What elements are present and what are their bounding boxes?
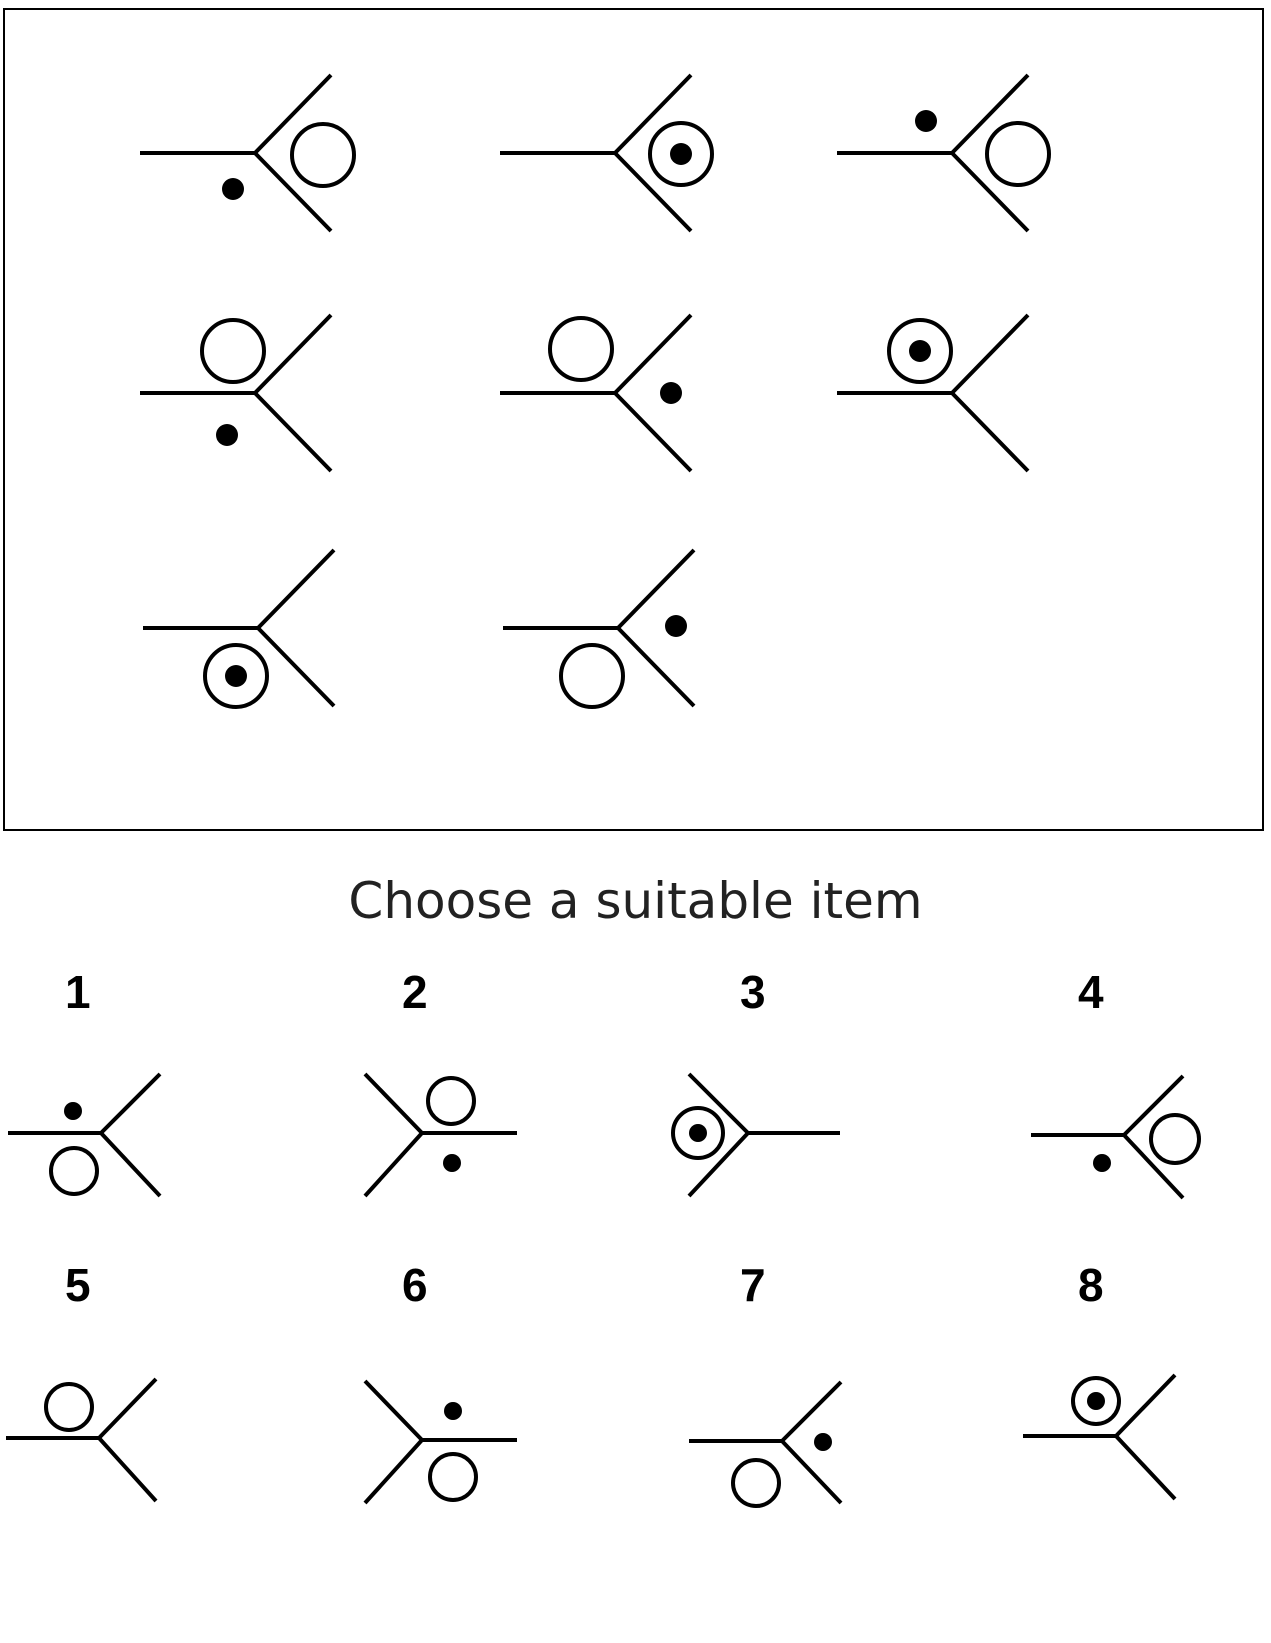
option-5[interactable] xyxy=(3,1363,173,1513)
option-4[interactable] xyxy=(1028,1063,1198,1213)
option-8[interactable] xyxy=(1020,1363,1190,1513)
option-label-3: 3 xyxy=(740,966,766,1018)
option-label-7: 7 xyxy=(740,1259,766,1311)
option-label-5: 5 xyxy=(65,1259,91,1311)
matrix-cell-r2c1 xyxy=(135,305,375,485)
matrix-cell-r3c3-empty xyxy=(832,540,1072,720)
puzzle-matrix xyxy=(3,8,1264,831)
option-2[interactable] xyxy=(362,1063,532,1213)
matrix-cell-r1c2 xyxy=(495,65,735,245)
matrix-cell-r3c1 xyxy=(138,540,378,720)
matrix-cell-r2c3 xyxy=(832,305,1072,485)
prompt-text: Choose a suitable item xyxy=(348,872,923,930)
option-7[interactable] xyxy=(686,1375,856,1525)
option-1[interactable] xyxy=(5,1063,175,1213)
option-label-6: 6 xyxy=(402,1259,428,1311)
option-label-4: 4 xyxy=(1078,966,1104,1018)
option-label-8: 8 xyxy=(1078,1259,1104,1311)
option-label-1: 1 xyxy=(65,966,91,1018)
option-3[interactable] xyxy=(668,1063,848,1213)
matrix-cell-r2c2 xyxy=(495,305,735,485)
matrix-cell-r3c2 xyxy=(498,540,738,720)
option-label-2: 2 xyxy=(402,966,428,1018)
matrix-cell-r1c1 xyxy=(135,65,375,245)
matrix-cell-r1c3 xyxy=(832,65,1072,245)
option-6[interactable] xyxy=(362,1363,532,1513)
